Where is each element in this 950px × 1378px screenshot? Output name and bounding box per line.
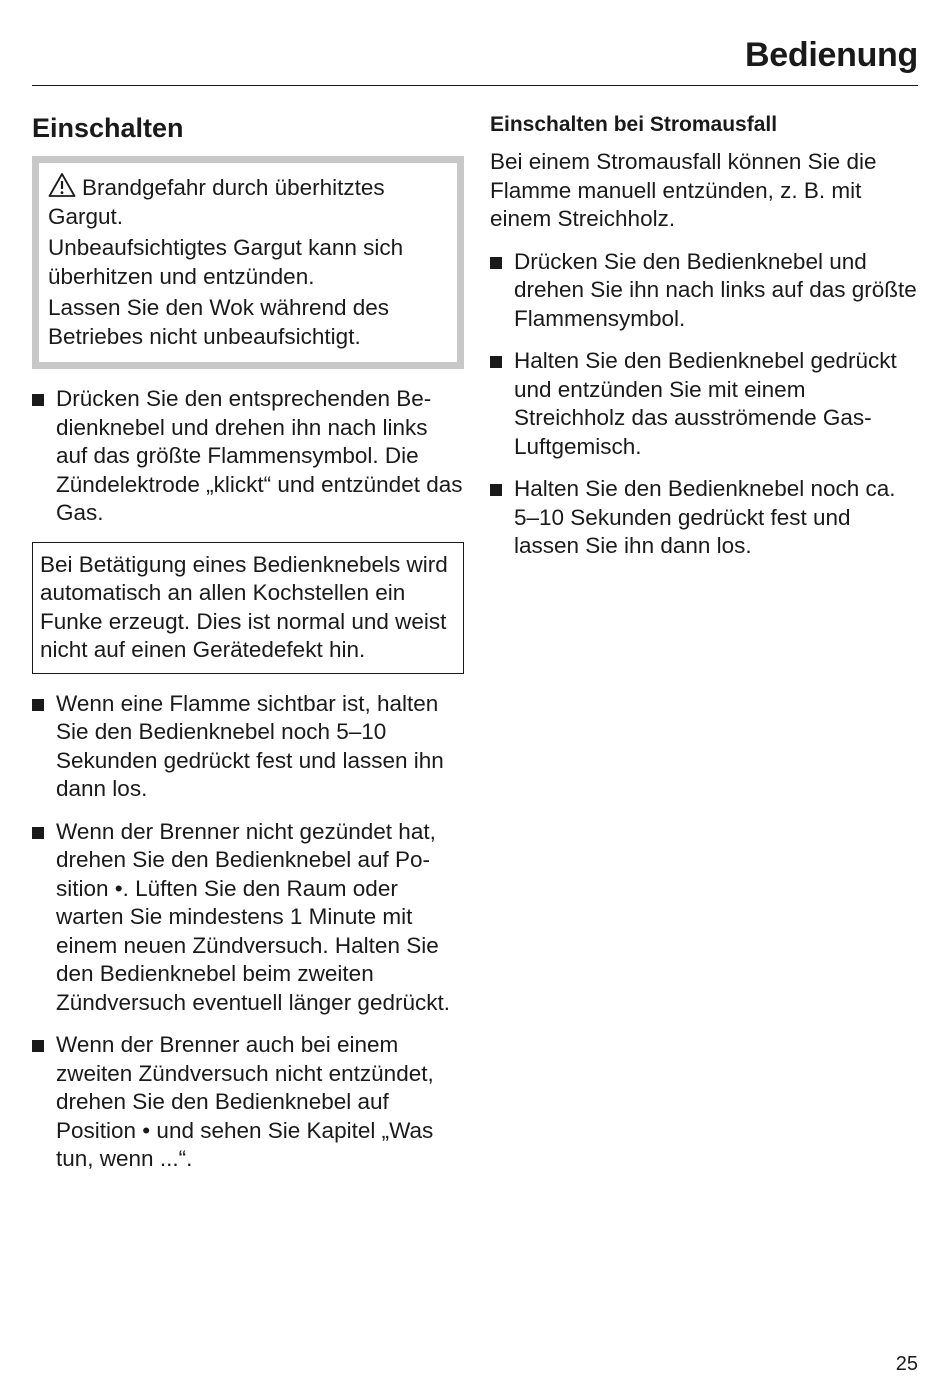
- section-heading-stromausfall: Einschalten bei Stromausfall: [490, 113, 778, 136]
- list-item-text: Wenn eine Flamme sichtbar ist, halten Sie den Bedienknebel noch 5–​10 Sekunden gedrückt fest und lassen ihn dann los.: [56, 690, 444, 801]
- list-item-text: Drücken Sie den Bedienknebel und drehen Sie ihn nach links auf das größte Flammensymbol.: [514, 248, 917, 331]
- bullet-square-icon: [32, 699, 44, 711]
- page-number: 25: [895, 1353, 918, 1375]
- list-item: [32, 818, 464, 1018]
- page-section-title: Bedienung: [745, 36, 918, 74]
- list-item-text: Halten Sie den Bedienknebel noch ca. 5–10 Sekunden gedrückt fest und lassen Sie ihn dann los.: [514, 476, 896, 558]
- warning-text-1: Unbeaufsichtigtes Gargut kann sich überhitzen und entzünden.: [48, 235, 404, 289]
- bullet-square-icon: [490, 484, 502, 496]
- warning-title-line: [48, 172, 447, 231]
- bullet-square-icon: [32, 827, 44, 839]
- bullet-square-icon: [32, 394, 44, 406]
- list-item: [32, 690, 464, 804]
- section-heading-einschalten: Einschalten: [32, 113, 184, 143]
- list-item: [490, 475, 920, 561]
- warning-box: [32, 156, 464, 369]
- note-box: Bei Betätigung eines Bedienknebels wird automatisch an allen Kochstellen ein Funke erzeugt. Dies ist normal und weist nicht auf einen Gerätedefekt hin.: [32, 542, 464, 674]
- list-item-text: Wenn der Brenner auch bei einem zweiten Zündversuch nicht entzündet, drehen Sie den Bedienknebel auf Position • und sehen Sie Kapitel „Was tun, wenn ...“.: [56, 1032, 434, 1171]
- warning-triangle-icon: [48, 172, 76, 198]
- bullet-square-icon: [490, 356, 502, 368]
- list-item-text: Halten Sie den Bedienknebel gedrückt und entzünden Sie mit einem Streichholz das ausströmende Gas-Luftgemisch.: [514, 348, 897, 459]
- bullet-square-icon: [490, 257, 502, 269]
- warning-text-2: Lassen Sie den Wok während des Betriebes nicht unbeaufsichtigt.: [48, 295, 390, 349]
- list-item-text: Drücken Sie den entsprechenden Bedienknebel und drehen ihn nach links auf das größte Flammensymbol. Die Zündelektrode „klickt“ und entzündet das Gas.: [56, 386, 463, 525]
- intro-paragraph: Bei einem Stromausfall können Sie die Flamme manuell entzünden, z. B. mit einem Streichholz.: [490, 149, 877, 231]
- warning-title: Brandgefahr durch überhitztes Gargut.: [48, 175, 385, 229]
- list-item-text: Wenn der Brenner nicht gezündet hat, drehen Sie den Bedienknebel auf Position •. Lüften Sie den Raum oder warten Sie mindestens 1 Minute mit einem neuen Zündversuch. Halten Sie den Bedienknebel beim zweiten Zündversuch eventuell länger gedrückt.: [56, 818, 450, 1015]
- list-item: [490, 248, 920, 334]
- list-item: [490, 347, 920, 461]
- left-column: [32, 110, 464, 1188]
- list-item: [32, 385, 464, 528]
- list-item: [32, 1031, 464, 1174]
- right-column: [490, 110, 920, 575]
- header-divider: [32, 85, 918, 86]
- bullet-square-icon: [32, 1040, 44, 1052]
